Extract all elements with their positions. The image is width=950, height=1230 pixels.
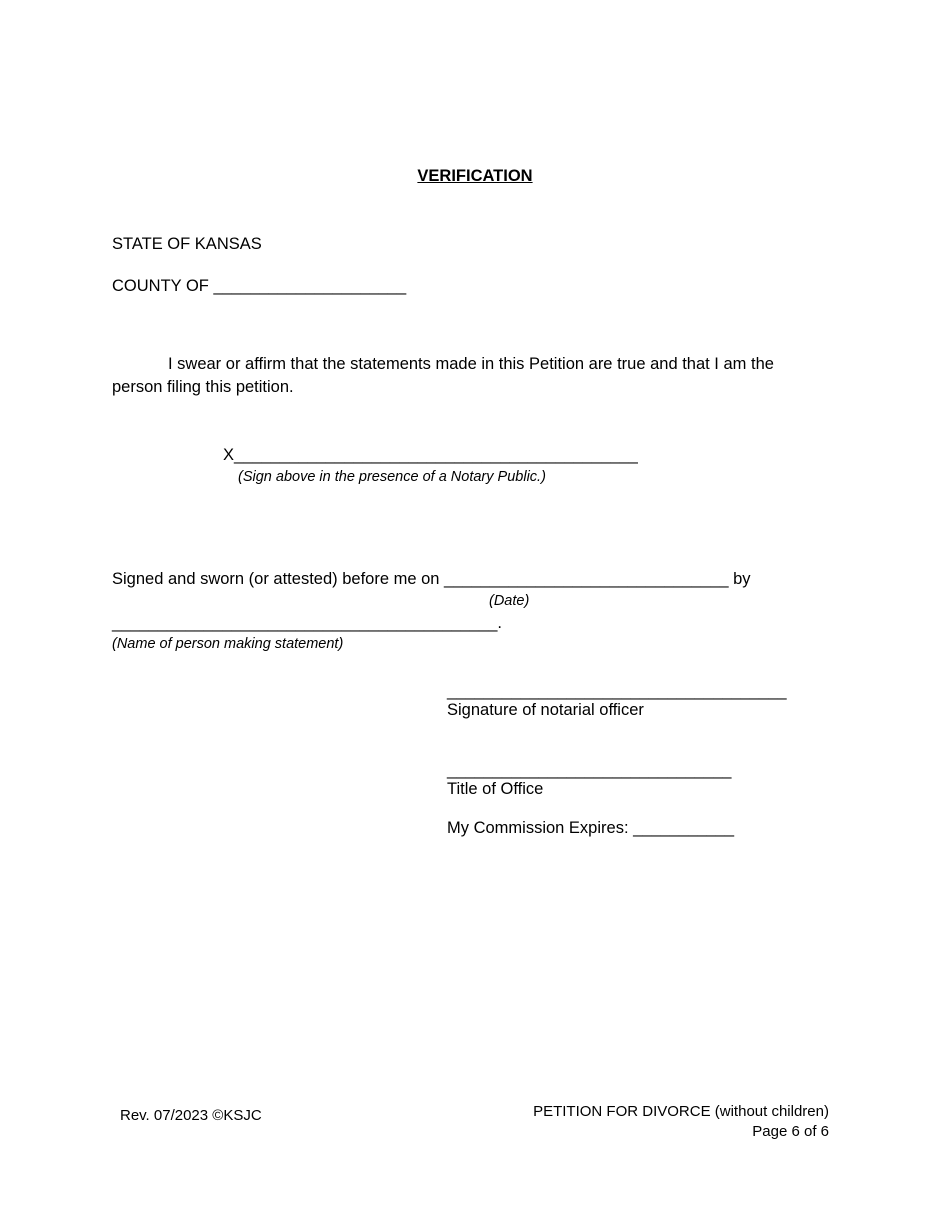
oath-paragraph bbox=[112, 353, 812, 399]
notary-signature-line: _____________________________________ bbox=[447, 682, 787, 700]
oath-text: I swear or affirm that the statements made in this Petition are true and that I am the person filing this petition. bbox=[112, 355, 774, 396]
county-line: COUNTY OF _____________________ bbox=[112, 277, 407, 295]
state-line: STATE OF KANSAS bbox=[112, 235, 262, 253]
commission-expires: My Commission Expires: ___________ bbox=[447, 819, 735, 837]
signature-line: X____________________________________________ bbox=[223, 446, 638, 464]
name-line: __________________________________________. bbox=[112, 614, 502, 632]
title-of-office-label: Title of Office bbox=[447, 780, 544, 798]
footer-form-title: PETITION FOR DIVORCE (without children) bbox=[533, 1103, 829, 1120]
date-caption: (Date) bbox=[489, 593, 530, 609]
sworn-line: Signed and sworn (or attested) before me on _______________________________ by bbox=[112, 570, 751, 588]
title-of-office-line: _______________________________ bbox=[447, 761, 732, 779]
footer-page-number: Page 6 of 6 bbox=[752, 1123, 829, 1140]
verification-title: VERIFICATION bbox=[417, 167, 533, 185]
notary-signature-label: Signature of notarial officer bbox=[447, 701, 644, 719]
name-caption: (Name of person making statement) bbox=[112, 636, 344, 652]
page-heading bbox=[0, 167, 950, 187]
footer-revision: Rev. 07/2023 ©KSJC bbox=[120, 1107, 262, 1124]
signature-note: (Sign above in the presence of a Notary Public.) bbox=[238, 469, 546, 485]
